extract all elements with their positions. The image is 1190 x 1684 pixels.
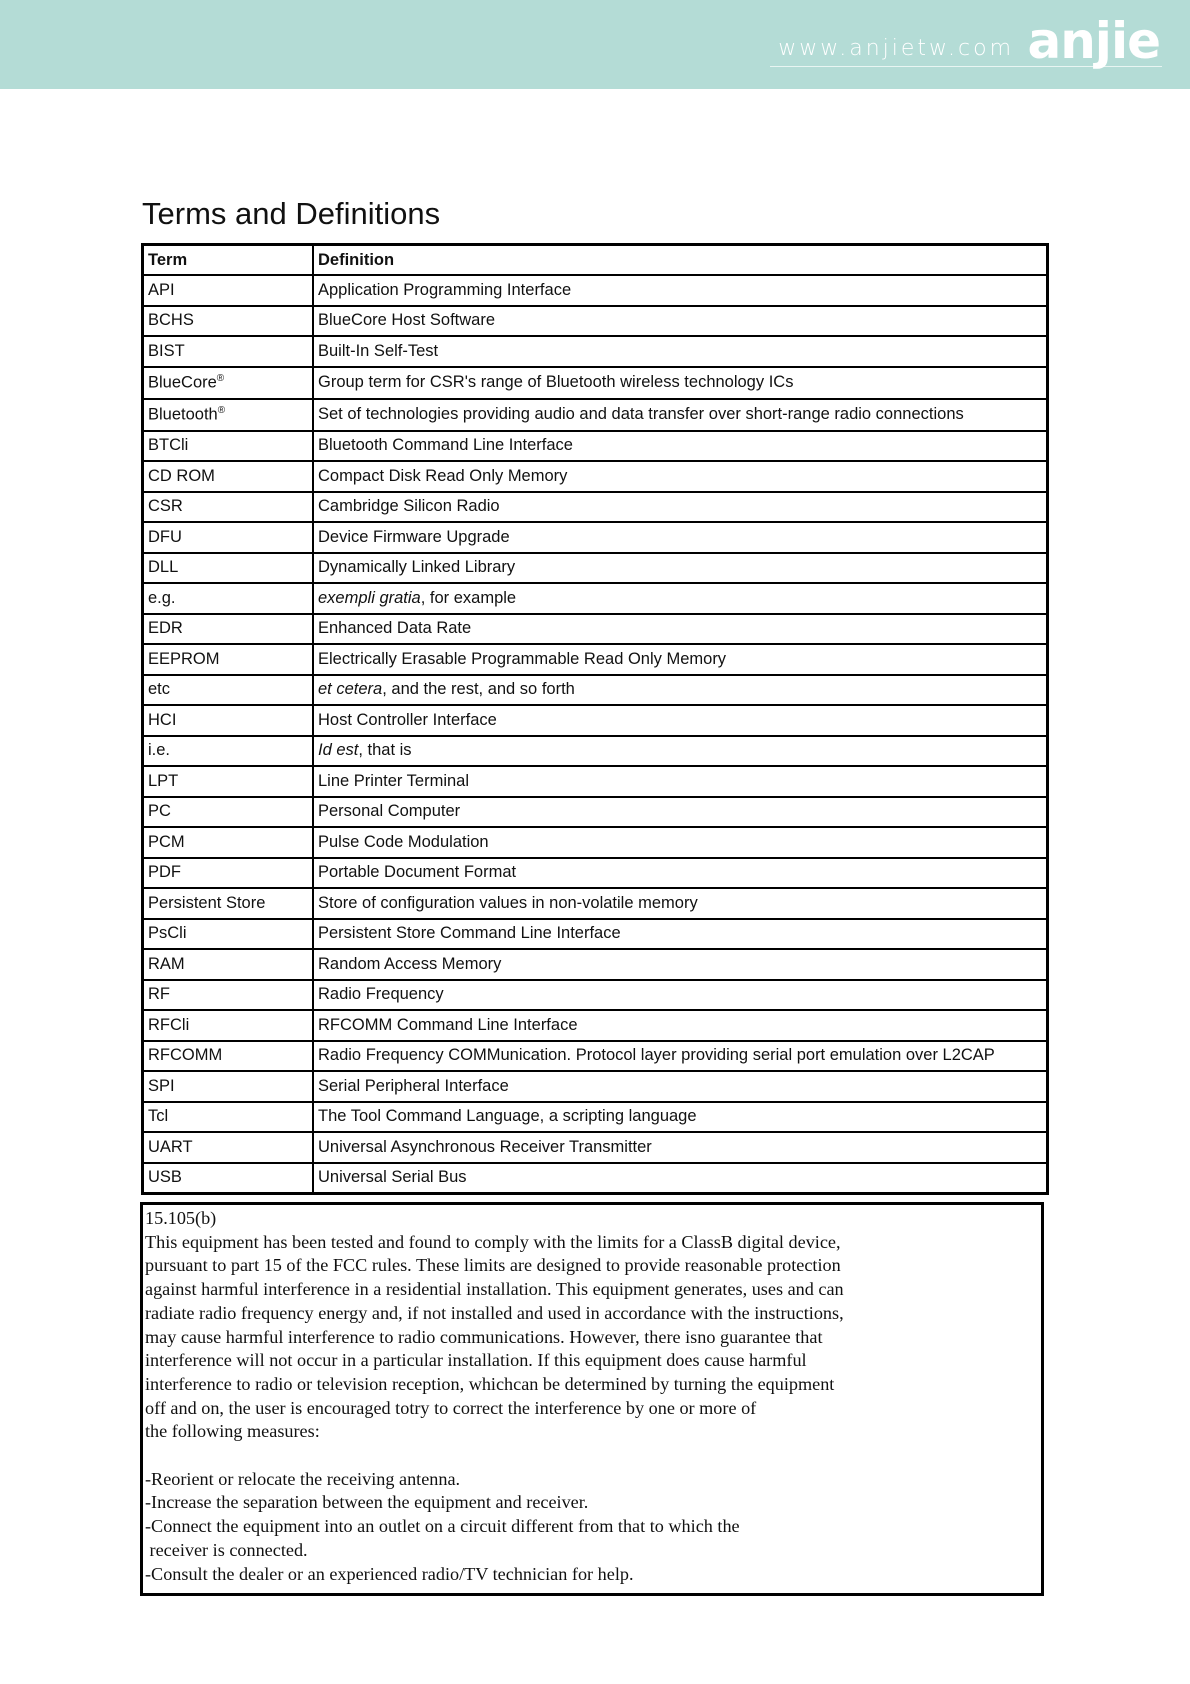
term-text: Tcl xyxy=(148,1107,169,1126)
table-row xyxy=(143,888,1048,919)
term-cell xyxy=(143,949,314,980)
term-text: i.e. xyxy=(148,741,171,760)
definition-cell xyxy=(313,644,1048,675)
term-text: etc xyxy=(148,680,171,699)
definition-cell xyxy=(313,980,1048,1011)
definition-text: Bluetooth Command Line Interface xyxy=(318,436,573,455)
fcc-measure-item: -Reorient or relocate the receiving antenna. xyxy=(145,1468,461,1489)
term-column-header: Term xyxy=(143,245,314,276)
table-row xyxy=(143,275,1048,306)
term-cell xyxy=(143,766,314,797)
fcc-line: pursuant to part 15 of the FCC rules. These limits are designed to provide reasonable protection xyxy=(145,1255,841,1276)
term-cell xyxy=(143,1071,314,1102)
term-cell xyxy=(143,553,314,584)
term-cell xyxy=(143,431,314,462)
table-row xyxy=(143,336,1048,367)
definition-cell xyxy=(313,1132,1048,1163)
term-text: BIST xyxy=(148,341,185,360)
definition-cell xyxy=(313,275,1048,306)
term-cell xyxy=(143,399,314,431)
term-text: BTCli xyxy=(148,436,189,455)
definition-cell xyxy=(313,1041,1048,1072)
term-text: Persistent Store xyxy=(148,893,266,912)
definition-cell xyxy=(313,766,1048,797)
table-row xyxy=(143,306,1048,337)
table-row xyxy=(143,1102,1048,1133)
term-cell xyxy=(143,461,314,492)
term-text: DLL xyxy=(148,558,179,577)
fcc-paragraph xyxy=(145,1231,1041,1444)
term-text: BCHS xyxy=(148,311,194,330)
term-text: RF xyxy=(148,985,170,1004)
term-text: PC xyxy=(148,802,171,821)
terms-table-body xyxy=(143,275,1048,1193)
term-cell xyxy=(143,522,314,553)
table-row xyxy=(143,367,1048,399)
table-row xyxy=(143,399,1048,431)
table-row xyxy=(143,827,1048,858)
definition-text: Device Firmware Upgrade xyxy=(318,527,510,546)
definition-text: Cambridge Silicon Radio xyxy=(318,497,500,516)
definition-cell xyxy=(313,306,1048,337)
definition-cell xyxy=(313,1163,1048,1194)
table-header-row xyxy=(143,245,1048,276)
term-text: PCM xyxy=(148,832,185,851)
definition-cell xyxy=(313,399,1048,431)
definition-cell xyxy=(313,827,1048,858)
registered-mark: ® xyxy=(217,404,226,416)
term-cell xyxy=(143,336,314,367)
term-cell xyxy=(143,492,314,523)
definition-cell xyxy=(313,797,1048,828)
term-text: RAM xyxy=(148,954,185,973)
term-cell xyxy=(143,827,314,858)
definition-text: Pulse Code Modulation xyxy=(318,832,489,851)
fcc-line: may cause harmful interference to radio communications. However, there isno guarantee that xyxy=(145,1326,823,1347)
table-row xyxy=(143,492,1048,523)
table-row xyxy=(143,644,1048,675)
page-title: Terms and Definitions xyxy=(142,196,441,231)
definition-cell xyxy=(313,461,1048,492)
fcc-line: against harmful interference in a residential installation. This equipment generates, uses and can xyxy=(145,1279,844,1300)
term-text: UART xyxy=(148,1137,193,1156)
definition-text: Radio Frequency xyxy=(318,985,444,1004)
definition-text: Persistent Store Command Line Interface xyxy=(318,924,621,943)
table-row xyxy=(143,1163,1048,1194)
term-cell xyxy=(143,705,314,736)
term-cell xyxy=(143,980,314,1011)
table-row xyxy=(143,980,1048,1011)
fcc-line: off and on, the user is encouraged totry to correct the interference by one or more of xyxy=(145,1397,757,1418)
term-cell xyxy=(143,888,314,919)
term-cell xyxy=(143,1163,314,1194)
fcc-spacer xyxy=(145,1444,1041,1468)
definition-cell xyxy=(313,888,1048,919)
fcc-measures-list xyxy=(145,1468,1041,1587)
definition-text: Built-In Self-Test xyxy=(318,341,439,360)
fcc-measure-item: -Consult the dealer or an experienced radio/TV technician for help. xyxy=(145,1563,634,1584)
term-cell xyxy=(143,1132,314,1163)
table-row xyxy=(143,919,1048,950)
definition-text: Universal Asynchronous Receiver Transmitter xyxy=(318,1137,652,1156)
term-cell xyxy=(143,919,314,950)
fcc-line: interference to radio or television reception, whichcan be determined by turning the equipment xyxy=(145,1373,835,1394)
definition-italic-text: exempli gratia xyxy=(318,588,421,607)
term-text: CD ROM xyxy=(148,466,215,485)
term-text: Bluetooth xyxy=(148,405,218,424)
definition-text: Universal Serial Bus xyxy=(318,1168,467,1186)
term-cell xyxy=(143,614,314,645)
definition-text: Random Access Memory xyxy=(318,954,502,973)
definition-cell xyxy=(313,675,1048,706)
definition-text: Electrically Erasable Programmable Read Only Memory xyxy=(318,649,727,668)
term-cell xyxy=(143,1010,314,1041)
term-cell xyxy=(143,1041,314,1072)
definition-text: Line Printer Terminal xyxy=(318,771,470,790)
table-row xyxy=(143,1071,1048,1102)
term-cell xyxy=(143,644,314,675)
definition-text: , and the rest, and so forth xyxy=(382,680,575,699)
website-url: www.anjietw.com xyxy=(778,36,1014,61)
definition-cell xyxy=(313,431,1048,462)
fcc-line: interference will not occur in a particular installation. If this equipment does cause harmful xyxy=(145,1350,807,1371)
definition-cell xyxy=(313,919,1048,950)
definition-text: The Tool Command Language, a scripting language xyxy=(318,1107,697,1126)
definition-text: Application Programming Interface xyxy=(318,280,572,299)
definition-italic-text: Id est xyxy=(318,741,359,760)
term-cell xyxy=(143,583,314,614)
term-cell xyxy=(143,367,314,399)
definition-text: RFCOMM Command Line Interface xyxy=(318,1015,578,1034)
fcc-measure-item: -Connect the equipment into an outlet on a circuit different from that to which the xyxy=(145,1516,740,1537)
fcc-measure-item: -Increase the separation between the equipment and receiver. xyxy=(145,1492,589,1513)
table-row xyxy=(143,736,1048,767)
table-row xyxy=(143,705,1048,736)
term-text: HCI xyxy=(148,710,177,729)
definition-cell xyxy=(313,1010,1048,1041)
fcc-measure-item: receiver is connected. xyxy=(145,1539,308,1560)
term-cell xyxy=(143,797,314,828)
table-row xyxy=(143,522,1048,553)
definition-italic-text: et cetera xyxy=(318,680,383,699)
definition-cell xyxy=(313,522,1048,553)
table-row xyxy=(143,614,1048,645)
definition-cell xyxy=(313,949,1048,980)
table-row xyxy=(143,461,1048,492)
term-cell xyxy=(143,306,314,337)
table-row xyxy=(143,858,1048,889)
term-text: e.g. xyxy=(148,588,176,607)
definition-cell xyxy=(313,736,1048,767)
term-text: DFU xyxy=(148,527,182,546)
definition-text: , that is xyxy=(358,741,412,760)
definition-column-header: Definition xyxy=(313,245,1048,276)
term-text: PsCli xyxy=(148,924,187,943)
registered-mark: ® xyxy=(216,372,225,384)
term-text: USB xyxy=(148,1168,182,1186)
term-cell xyxy=(143,736,314,767)
definition-text: Store of configuration values in non-volatile memory xyxy=(318,893,698,912)
term-text: SPI xyxy=(148,1076,175,1095)
definition-text: Serial Peripheral Interface xyxy=(318,1076,509,1095)
term-text: EEPROM xyxy=(148,649,220,668)
fcc-statement-box xyxy=(140,1202,1044,1596)
definition-text: Enhanced Data Rate xyxy=(318,619,472,638)
definition-text: Set of technologies providing audio and data transfer over short-range radio connections xyxy=(318,405,964,423)
fcc-line: radiate radio frequency energy and, if not installed and used in accordance with the instructions, xyxy=(145,1302,844,1323)
definition-text: Host Controller Interface xyxy=(318,710,497,729)
table-row xyxy=(143,431,1048,462)
table-row xyxy=(143,949,1048,980)
definition-cell xyxy=(313,367,1048,399)
fcc-line: the following measures: xyxy=(145,1421,320,1442)
definition-text: Group term for CSR's range of Bluetooth wireless technology ICs xyxy=(318,373,794,391)
table-row xyxy=(143,1041,1048,1072)
term-cell xyxy=(143,1102,314,1133)
table-row xyxy=(143,766,1048,797)
definition-text: Personal Computer xyxy=(318,802,461,821)
definition-text: BlueCore Host Software xyxy=(318,311,495,330)
definition-text: Compact Disk Read Only Memory xyxy=(318,466,568,485)
table-row xyxy=(143,675,1048,706)
definition-cell xyxy=(313,858,1048,889)
table-row xyxy=(143,1010,1048,1041)
term-cell xyxy=(143,858,314,889)
definition-cell xyxy=(313,1071,1048,1102)
term-cell xyxy=(143,275,314,306)
definition-cell xyxy=(313,583,1048,614)
definition-cell xyxy=(313,553,1048,584)
definition-text: Dynamically Linked Library xyxy=(318,558,516,577)
definition-cell xyxy=(313,614,1048,645)
definition-cell xyxy=(313,336,1048,367)
definition-cell xyxy=(313,705,1048,736)
definition-text: , for example xyxy=(420,588,517,607)
fcc-line: This equipment has been tested and found to comply with the limits for a ClassB digital device, xyxy=(145,1231,841,1252)
definition-text: Portable Document Format xyxy=(318,863,517,882)
page-header xyxy=(0,0,1190,89)
definition-cell xyxy=(313,1102,1048,1133)
term-text: LPT xyxy=(148,771,179,790)
fcc-heading: 15.105(b) xyxy=(145,1208,217,1228)
table-row xyxy=(143,797,1048,828)
term-text: RFCli xyxy=(148,1015,190,1034)
anjie-logo: anjie xyxy=(1027,12,1160,70)
term-text: PDF xyxy=(148,863,181,882)
term-text: EDR xyxy=(148,619,183,638)
term-text: RFCOMM xyxy=(148,1046,223,1065)
definition-text: Radio Frequency COMMunication. Protocol layer providing serial port emulation over L2CAP xyxy=(318,1046,995,1065)
table-row xyxy=(143,1132,1048,1163)
term-text: BlueCore xyxy=(148,373,217,392)
table-row xyxy=(143,583,1048,614)
term-text: API xyxy=(148,280,175,299)
definition-cell xyxy=(313,492,1048,523)
terms-table xyxy=(141,243,1049,1195)
table-row xyxy=(143,553,1048,584)
term-text: CSR xyxy=(148,497,183,516)
term-cell xyxy=(143,675,314,706)
